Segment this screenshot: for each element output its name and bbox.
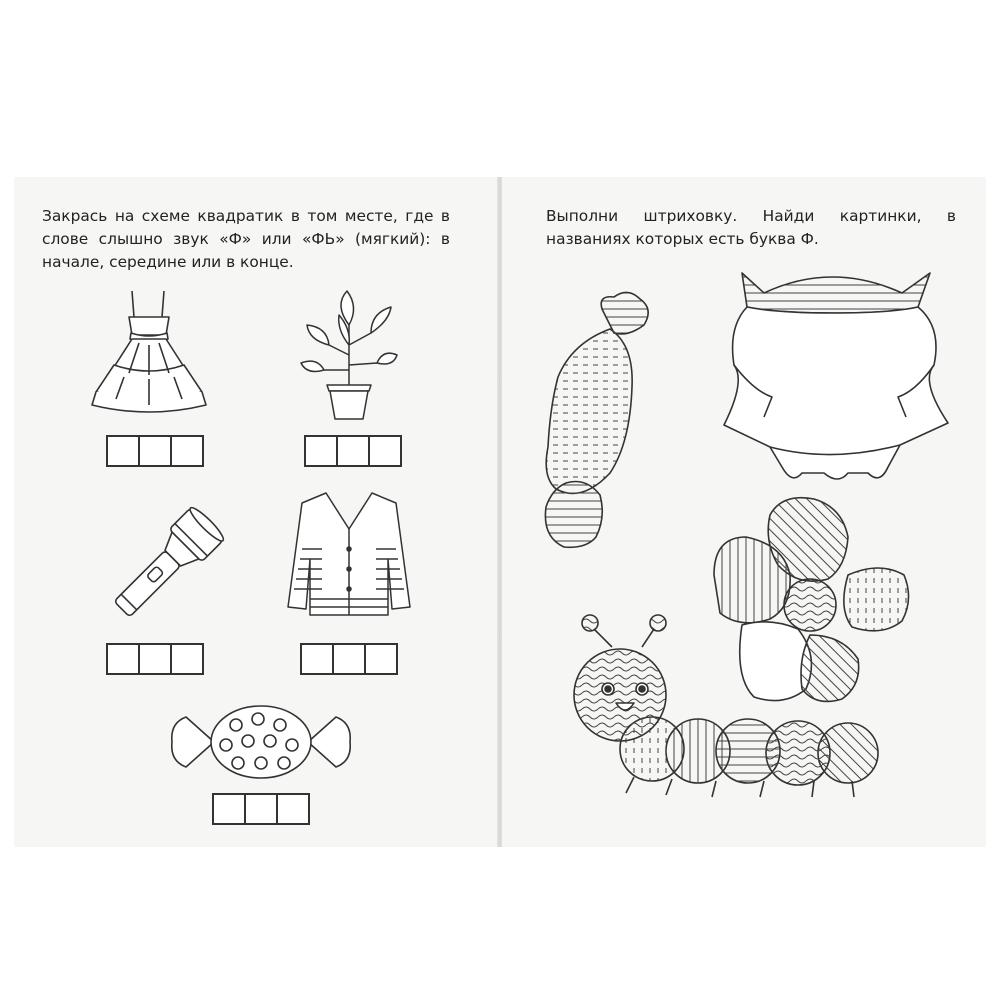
scheme-cell-start[interactable] <box>108 437 138 465</box>
scheme-cell-middle[interactable] <box>138 645 170 673</box>
right-instruction: Выполни штриховку. Найди картинки, в названиях которых есть буква Ф. <box>546 207 956 248</box>
shading-pictures <box>502 177 986 847</box>
flashlight-icon <box>90 499 240 634</box>
scheme-cell-start[interactable] <box>306 437 336 465</box>
scheme-cell-start[interactable] <box>108 645 138 673</box>
left-instruction: Закрась на схеме квадратик в том месте, где в слове слышно звук «Ф» или «ФЬ» (мягкий): в начале, середине или в конце. <box>42 207 450 271</box>
cardigan-icon <box>284 489 414 621</box>
scheme-cell-end[interactable] <box>170 437 202 465</box>
candy-shading-icon <box>545 292 648 547</box>
right-page <box>502 177 986 847</box>
flower-shading-icon <box>714 498 909 702</box>
candy-scheme[interactable] <box>212 793 310 825</box>
scheme-cell-end[interactable] <box>170 645 202 673</box>
scheme-cell-middle[interactable] <box>138 437 170 465</box>
scheme-cell-middle[interactable] <box>244 795 276 823</box>
scheme-cell-end[interactable] <box>368 437 400 465</box>
dress-scheme[interactable] <box>106 435 204 467</box>
flashlight-scheme[interactable] <box>106 643 204 675</box>
scheme-cell-end[interactable] <box>364 645 396 673</box>
owl-shading-icon <box>724 273 948 479</box>
cardigan-scheme[interactable] <box>300 643 398 675</box>
scheme-cell-start[interactable] <box>302 645 332 673</box>
dress-icon <box>84 287 214 417</box>
candy-icon <box>166 697 356 787</box>
scheme-cell-start[interactable] <box>214 795 244 823</box>
scheme-cell-middle[interactable] <box>332 645 364 673</box>
scheme-cell-end[interactable] <box>276 795 308 823</box>
house-plant-icon <box>299 285 399 425</box>
left-page <box>14 177 498 847</box>
house-plant-scheme[interactable] <box>304 435 402 467</box>
scheme-cell-middle[interactable] <box>336 437 368 465</box>
